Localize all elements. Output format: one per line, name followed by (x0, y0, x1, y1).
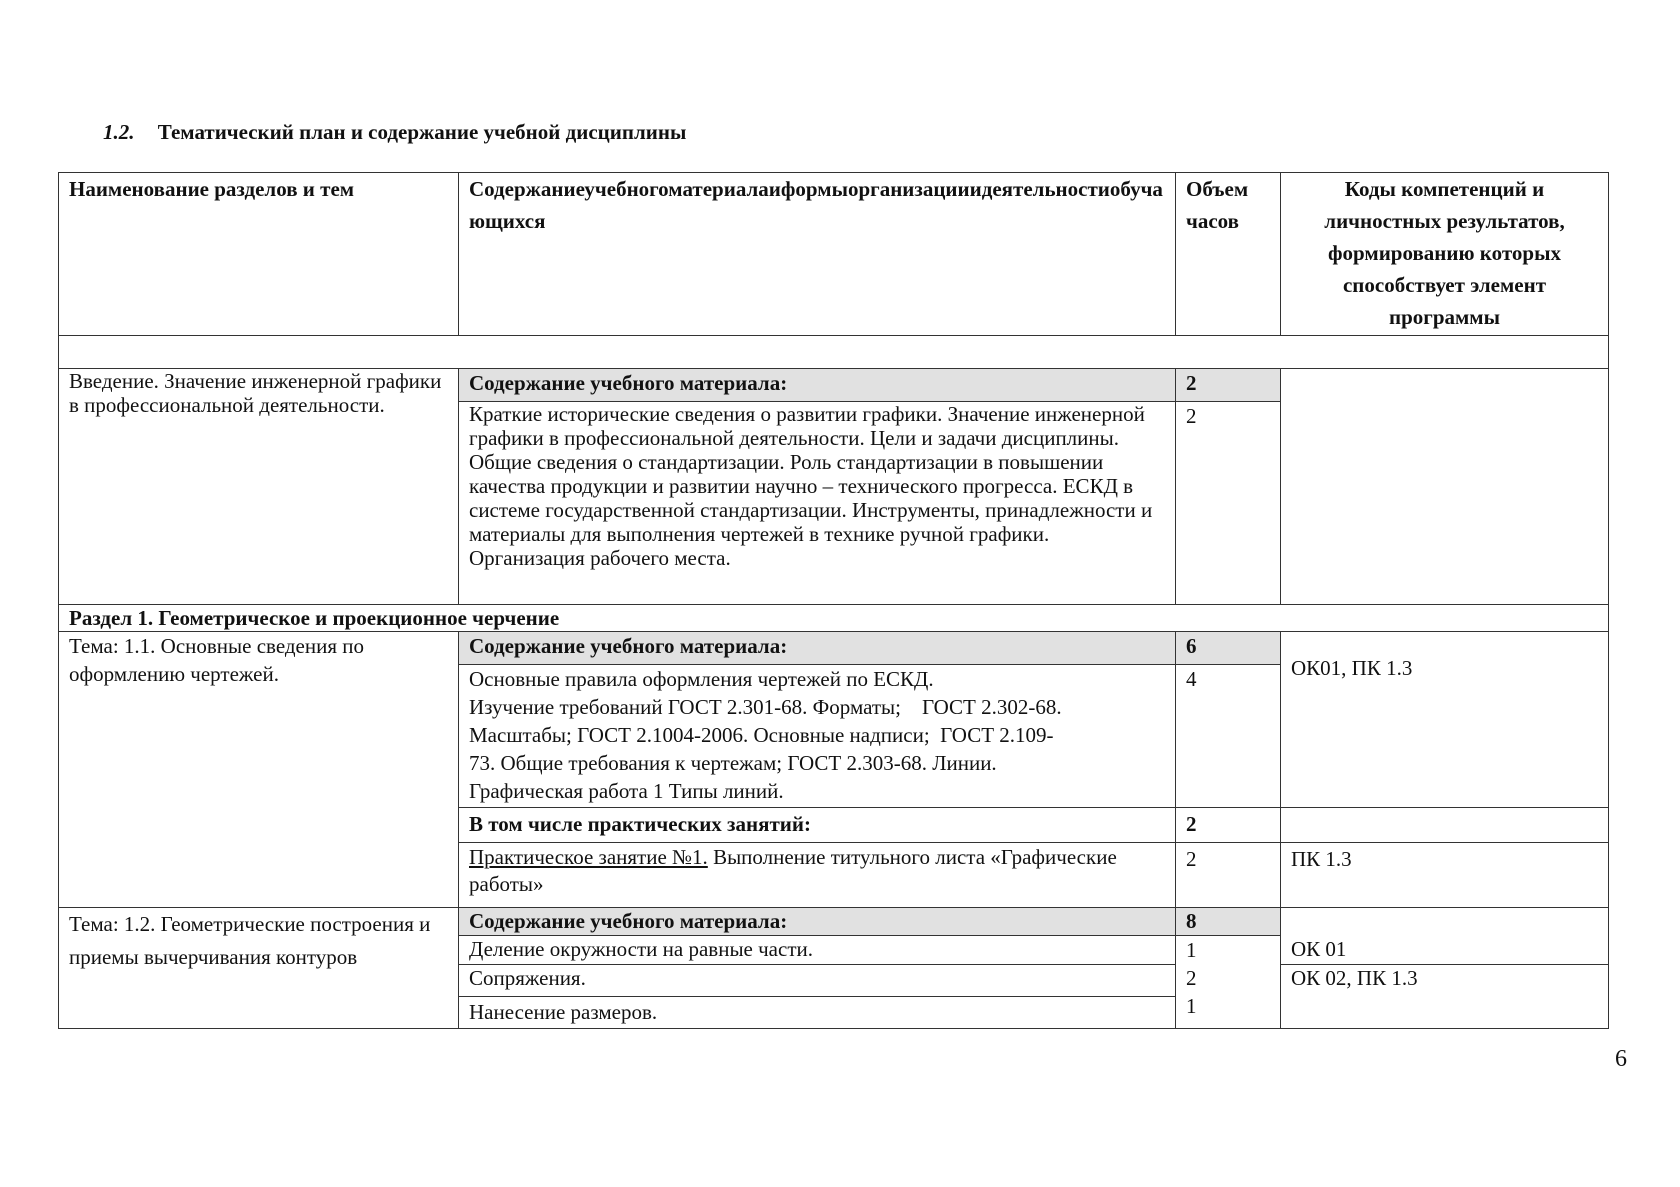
topic11-line: 73. Общие требования к чертежам; ГОСТ 2.303-68. Линии. (469, 751, 997, 775)
intro-content-hours: 2 (1176, 369, 1281, 402)
intro-text-hours: 2 (1176, 402, 1281, 605)
intro-content-row (59, 369, 1609, 402)
section-number: 1.2. (103, 120, 135, 144)
topic12-hour: 1 (1186, 938, 1197, 962)
empty-cell (59, 336, 1609, 369)
practice-link: Практическое занятие №1. (469, 845, 708, 869)
header-row (59, 173, 1609, 336)
topic12-content-hours: 8 (1176, 908, 1281, 936)
topic11-text (459, 665, 1176, 808)
topic11-line: Графическая работа 1 Типы линий. (469, 779, 784, 803)
topic12-content-codes (1281, 908, 1609, 936)
topic12-content-label: Содержание учебного материала: (459, 908, 1176, 936)
topic11-content-row (59, 632, 1609, 665)
intro-title: Введение. Значение инженерной графики в профессиональной деятельности. (59, 369, 459, 605)
topic12-hours (1176, 936, 1281, 1029)
practice-text: Выполнение титульного листа «Графические работы» (469, 845, 1117, 896)
page-number: 6 (1615, 1046, 1627, 1072)
header-sections: Наименование разделов и тем (59, 173, 459, 336)
section-title: Тематический план и содержание учебной дисциплины (157, 120, 687, 144)
topic11-line: Масштабы; ГОСТ 2.1004-2006. Основные надписи; ГОСТ 2.109- (469, 723, 1054, 747)
topic11-content-label: Содержание учебного материала: (459, 632, 1176, 665)
topic11-practice-codes: ПК 1.3 (1281, 843, 1609, 908)
topic11-practice (459, 843, 1176, 908)
topic12-item: Деление окружности на равные части. (459, 936, 1176, 965)
topic11-line: Изучение требований ГОСТ 2.301-68. Форматы; ГОСТ 2.302-68. (469, 695, 1062, 719)
header-codes: Коды компетенций и личностных результатов, формированию которых способствует элемент программы (1281, 173, 1609, 336)
topic11-codes: ОК01, ПК 1.3 (1281, 632, 1609, 808)
topic12-code: ОК 02, ПК 1.3 (1281, 965, 1609, 1029)
topic11-practice-label: В том числе практических занятий: (459, 808, 1176, 843)
topic11-practice-hours: 2 (1176, 808, 1281, 843)
topic12-content-row (59, 908, 1609, 936)
topic12-item: Сопряжения. (459, 965, 1176, 997)
intro-content-label: Содержание учебного материала: (459, 369, 1176, 402)
topic11-title: Тема: 1.1. Основные сведения по оформлению чертежей. (59, 632, 459, 908)
topic11-practice-item-hours: 2 (1176, 843, 1281, 908)
section-heading (103, 120, 686, 145)
topic11-practice-label-codes (1281, 808, 1609, 843)
topic12-item: Нанесение размеров. (459, 997, 1176, 1029)
topic12-hour: 1 (1186, 994, 1197, 1018)
header-hours: Объем часов (1176, 173, 1281, 336)
topic12-code: ОК 01 (1281, 936, 1609, 965)
intro-text: Краткие исторические сведения о развитии графики. Значение инженерной графики в профессиональной деятельности. Цели и задачи дисциплины. Общие сведения о стандартизации. Роль стандартизации в повышении качества продукции и развитии научно – технического прогресса. ЕСКД в системе государственной стандартизации. Инструменты, принадлежности и материалы для выполнения чертежей в технике ручной графики. Организация рабочего места. (459, 402, 1176, 605)
topic11-content-hours: 6 (1176, 632, 1281, 665)
section1-row (59, 605, 1609, 632)
section1-title: Раздел 1. Геометрическое и проекционное черчение (59, 605, 1609, 632)
thematic-plan-table (58, 172, 1609, 1029)
topic12-title: Тема: 1.2. Геометрические построения и приемы вычерчивания контуров (59, 908, 459, 1029)
topic12-hour: 2 (1186, 966, 1197, 990)
empty-row (59, 336, 1609, 369)
topic11-line: Основные правила оформления чертежей по ЕСКД. (469, 667, 934, 691)
header-content: Содержаниеучебногоматериалаиформыорганизацииидеятельностиобучающихся (459, 173, 1176, 336)
intro-codes (1281, 369, 1609, 605)
topic11-text-hours: 4 (1176, 665, 1281, 808)
